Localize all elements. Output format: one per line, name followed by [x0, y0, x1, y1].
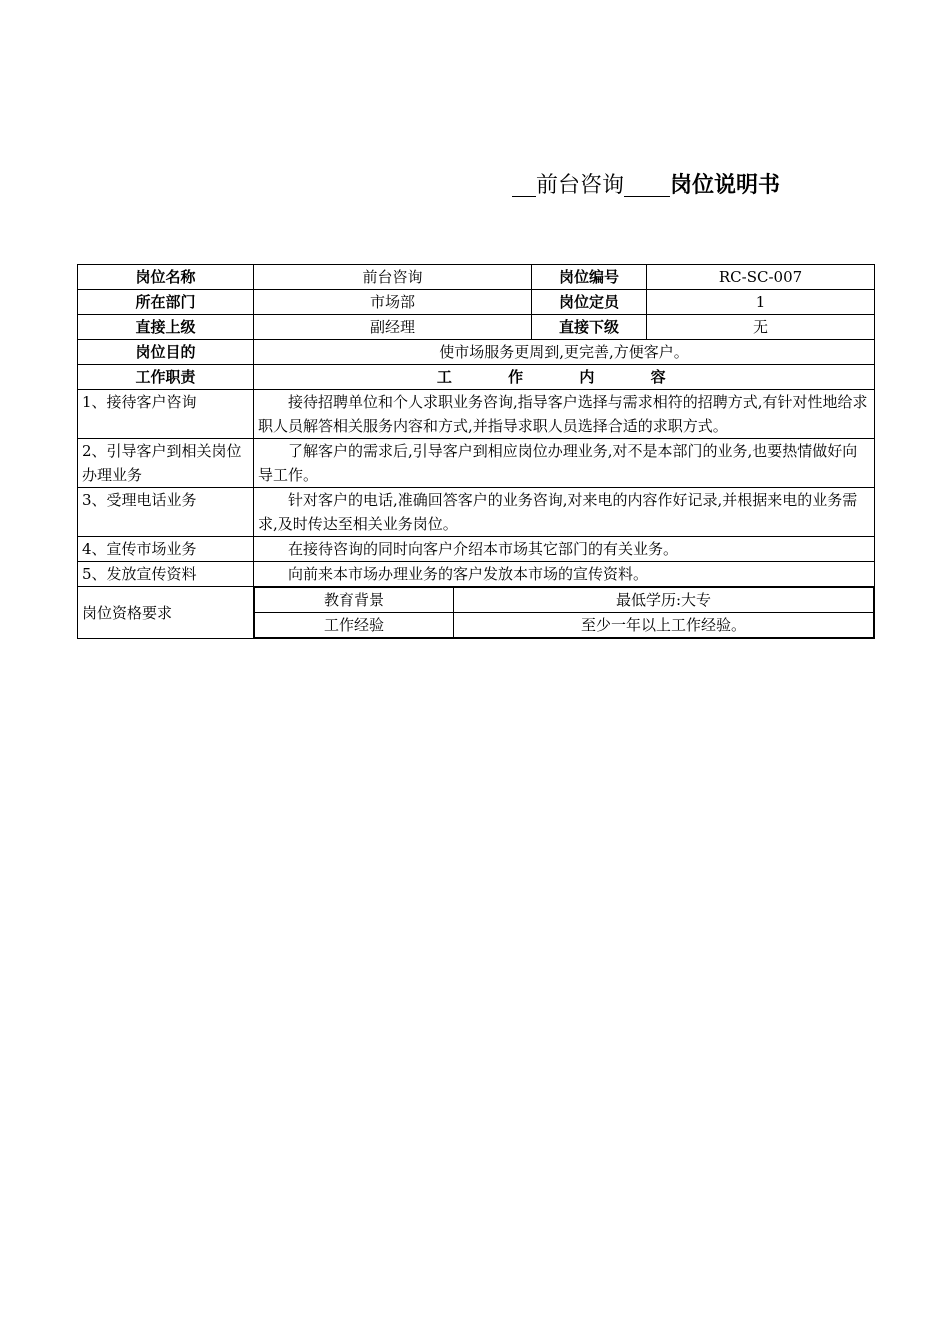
label-direct-subordinate: 直接下级: [532, 315, 647, 340]
duty-row: [78, 439, 875, 488]
duty-row: [78, 537, 875, 562]
label-headcount: 岗位定员: [532, 290, 647, 315]
duty-name: 5、发放宣传资料: [78, 562, 254, 587]
value-position-name: 前台咨询: [254, 265, 532, 290]
table-row: [78, 265, 875, 290]
table-row: [78, 365, 875, 390]
title-underline-blank: [624, 170, 670, 197]
label-position-purpose: 岗位目的: [78, 340, 254, 365]
duty-name: 2、引导客户到相关岗位办理业务: [78, 439, 254, 488]
value-department: 市场部: [254, 290, 532, 315]
qualification-value: 最低学历:大专: [454, 588, 874, 613]
table-row: [78, 587, 875, 639]
value-direct-subordinate: 无: [647, 315, 875, 340]
label-direct-superior: 直接上级: [78, 315, 254, 340]
document-title: [512, 170, 780, 202]
title-suffix: 岗位说明书: [670, 173, 781, 198]
label-position-code: 岗位编号: [532, 265, 647, 290]
duty-row: [78, 390, 875, 439]
label-department: 所在部门: [78, 290, 254, 315]
title-underline-blank: [512, 170, 536, 197]
table-row: [255, 588, 874, 613]
value-position-code: RC-SC-007: [647, 265, 875, 290]
value-direct-superior: 副经理: [254, 315, 532, 340]
table-row: [78, 340, 875, 365]
table-row: [78, 315, 875, 340]
job-description-table: [77, 264, 875, 639]
qualifications-cell: [254, 587, 875, 639]
duty-text: 向前来本市场办理业务的客户发放本市场的宣传资料。: [254, 562, 875, 587]
duty-text: 在接待咨询的同时向客户介绍本市场其它部门的有关业务。: [254, 537, 875, 562]
duty-row: [78, 562, 875, 587]
duty-text: 接待招聘单位和个人求职业务咨询,指导客户选择与需求相符的招聘方式,有针对性地给求职人员解答相关服务内容和方式,并指导求职人员选择合适的求职方式。: [254, 390, 875, 439]
label-work-content: 工 作 内 容: [254, 365, 875, 390]
duty-name: 1、接待客户咨询: [78, 390, 254, 439]
label-qualifications: 岗位资格要求: [78, 587, 254, 639]
duty-name: 4、宣传市场业务: [78, 537, 254, 562]
duty-row: [78, 488, 875, 537]
qualifications-table: [254, 587, 874, 638]
qualification-value: 至少一年以上工作经验。: [454, 613, 874, 638]
title-position-name: 前台咨询: [536, 173, 625, 198]
value-headcount: 1: [647, 290, 875, 315]
qualification-name: 教育背景: [255, 588, 454, 613]
table-row: [78, 290, 875, 315]
value-position-purpose: 使市场服务更周到,更完善,方便客户。: [254, 340, 875, 365]
qualification-name: 工作经验: [255, 613, 454, 638]
duty-text: 了解客户的需求后,引导客户到相应岗位办理业务,对不是本部门的业务,也要热情做好向导工作。: [254, 439, 875, 488]
duty-name: 3、受理电话业务: [78, 488, 254, 537]
duty-text: 针对客户的电话,准确回答客户的业务咨询,对来电的内容作好记录,并根据来电的业务需求,及时传达至相关业务岗位。: [254, 488, 875, 537]
table-row: [255, 613, 874, 638]
label-duties: 工作职责: [78, 365, 254, 390]
label-position-name: 岗位名称: [78, 265, 254, 290]
